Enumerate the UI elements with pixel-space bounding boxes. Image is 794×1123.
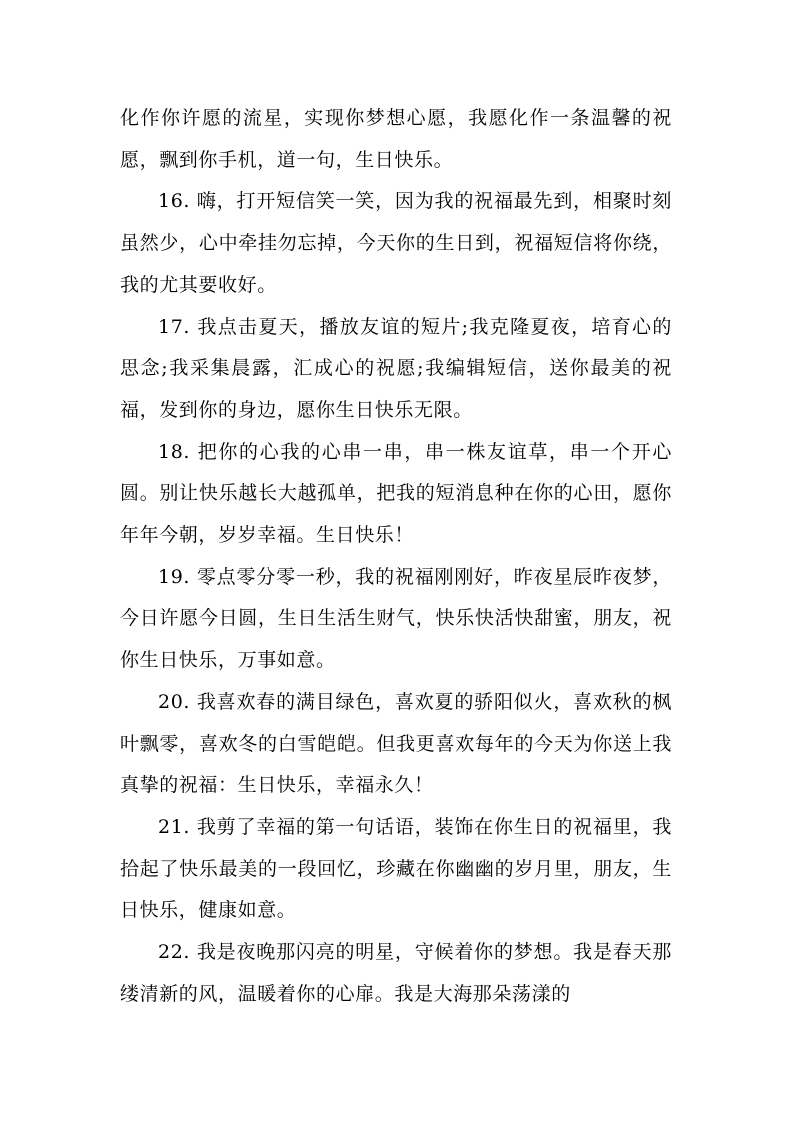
paragraph-item-21: 21. 我剪了幸福的第一句话语，装饰在你生日的祝福里，我拾起了快乐最美的一段回忆，珍藏在你幽幽的岁月里，朋友，生日快乐，健康如意。 (120, 815, 672, 922)
paragraph-item-18: 18. 把你的心我的心串一串，串一株友谊草，串一个开心圆。别让快乐越长大越孤单，把我的短消息种在你的心田，愿你年年今朝，岁岁幸福。生日快乐！ (120, 440, 672, 547)
paragraph-continuation: 化作你许愿的流星，实现你梦想心愿，我愿化作一条温馨的祝愿，飘到你手机，道一句，生日快乐。 (120, 107, 672, 171)
document-body (120, 98, 672, 1015)
paragraph-item-16: 16. 嗨，打开短信笑一笑，因为我的祝福最先到，相聚时刻虽然少，心中牵挂勿忘掉，今天你的生日到，祝福短信将你绕，我的尤其要收好。 (120, 190, 672, 296)
paragraph-item-17: 17. 我点击夏天，播放友谊的短片;我克隆夏夜，培育心的思念;我采集晨露，汇成心的祝愿;我编辑短信，送你最美的祝福，发到你的身边，愿你生日快乐无限。 (120, 315, 672, 421)
paragraph-item-20: 20. 我喜欢春的满目绿色，喜欢夏的骄阳似火，喜欢秋的枫叶飘零，喜欢冬的白雪皑皑。但我更喜欢每年的今天为你送上我真挚的祝福：生日快乐，幸福永久！ (120, 690, 672, 797)
paragraph-item-19: 19. 零点零分零一秒，我的祝福刚刚好，昨夜星辰昨夜梦，今日许愿今日圆，生日生活生财气，快乐快活快甜蜜，朋友，祝你生日快乐，万事如意。 (120, 565, 672, 672)
paragraph-item-22: 22. 我是夜晚那闪亮的明星，守候着你的梦想。我是春天那缕清新的风，温暖着你的心扉。我是大海那朵荡漾的 (120, 941, 672, 1005)
